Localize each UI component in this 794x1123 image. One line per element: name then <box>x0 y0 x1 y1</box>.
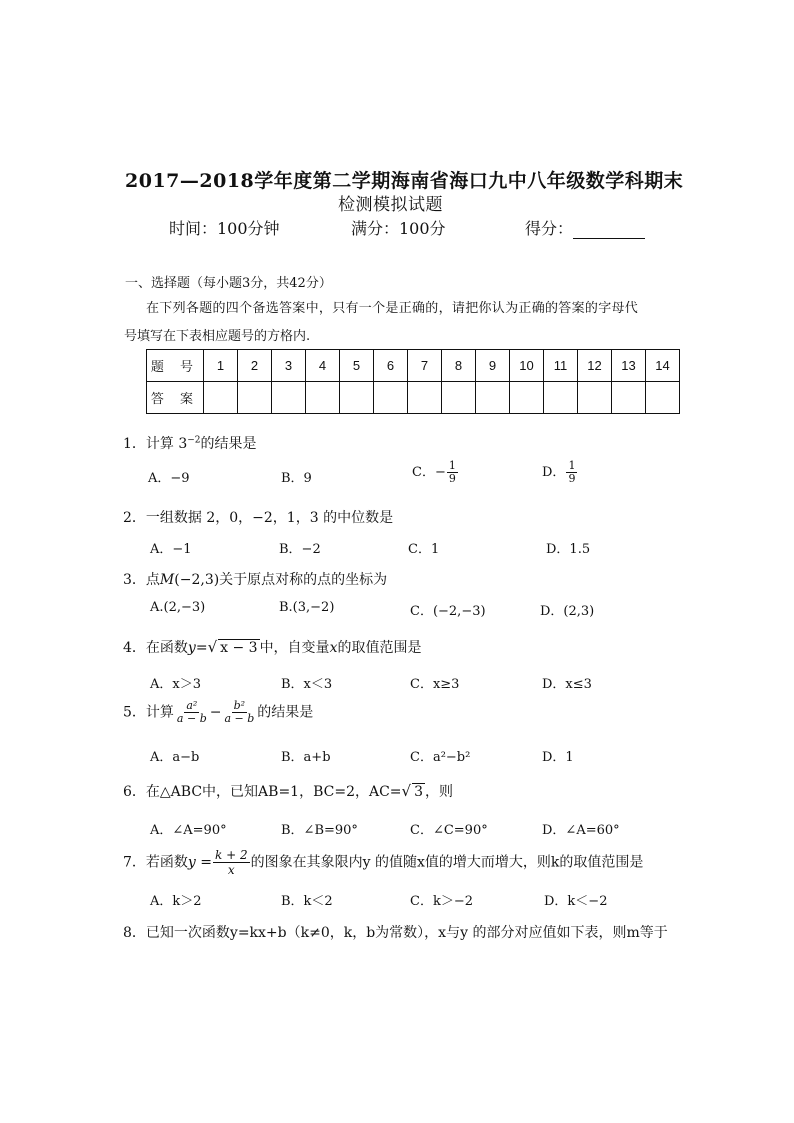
q4-function: y= <box>187 640 208 656</box>
question-8: 8．已知一次函数y=kx+b（k≠0，k，b为常数），x与y 的部分对应值如下表，则m等于 <box>123 925 668 941</box>
q4-suffix: 的取值范围是 <box>337 640 422 656</box>
q7-option-c[interactable]: C．k＞−2 <box>410 894 473 909</box>
numerator: a² <box>186 699 198 712</box>
q4-prefix: 4．在函数 <box>123 640 188 656</box>
question-6: 6．在△ABC中，已知AB=1，BC=2，AC=√ 3 ，则 <box>123 782 454 800</box>
q1-suffix: 的结果是 <box>200 436 257 452</box>
answer-cell[interactable] <box>272 382 306 414</box>
denominator: 9 <box>568 472 576 485</box>
score-field <box>525 216 645 239</box>
numerator: k + 2 <box>215 848 248 862</box>
q2-option-a[interactable]: A．−1 <box>150 542 192 557</box>
section-heading: 一、选择题（每小题3分，共42分） <box>125 276 332 291</box>
q5-option-a[interactable]: A．a−b <box>150 750 200 765</box>
answer-cell[interactable] <box>408 382 442 414</box>
score-label: 得分： <box>525 219 574 238</box>
question-number: 2 <box>238 350 272 382</box>
q2-option-b[interactable]: B．−2 <box>279 542 321 557</box>
q3-option-b[interactable]: B.(3,−2) <box>279 600 335 615</box>
q1-option-a[interactable]: A．−9 <box>148 471 190 486</box>
answer-cell[interactable] <box>238 382 272 414</box>
minus-sign: − <box>209 704 222 721</box>
denominator: 9 <box>448 472 456 485</box>
table-row <box>147 382 680 414</box>
fraction <box>222 700 256 725</box>
answer-table <box>146 349 680 414</box>
q6-radicand: 3 <box>414 784 424 800</box>
q1-option-b[interactable]: B．9 <box>281 471 312 486</box>
table-row <box>147 350 680 382</box>
question-1 <box>123 433 257 453</box>
answer-cell[interactable] <box>204 382 238 414</box>
instruction-line-2: 号填写在下表相应题号的方格内. <box>124 329 311 344</box>
question-number: 5 <box>340 350 374 382</box>
q7-option-b[interactable]: B．k＜2 <box>281 894 333 909</box>
row-label-number: 题 号 <box>147 350 204 382</box>
answer-cell[interactable] <box>510 382 544 414</box>
answer-cell[interactable] <box>612 382 646 414</box>
time-limit: 时间：100分钟 <box>169 219 280 238</box>
q5-prefix: 5．计算 <box>123 704 174 721</box>
q7-option-a[interactable]: A．k＞2 <box>150 894 202 909</box>
numerator: b² <box>233 699 246 712</box>
q4-middle: 中，自变量 <box>259 640 330 656</box>
q4-radicand: x − 3 <box>220 640 258 656</box>
q6-suffix: ，则 <box>425 784 454 800</box>
q5-option-d[interactable]: D．1 <box>542 750 574 765</box>
q3-option-d[interactable]: D．(2,3) <box>540 604 595 619</box>
q7-option-d[interactable]: D．k＜−2 <box>544 894 608 909</box>
q6-option-c[interactable]: C．∠C=90° <box>410 823 488 838</box>
score-blank[interactable] <box>573 224 645 239</box>
numerator: 1 <box>448 459 456 472</box>
question-number: 13 <box>612 350 646 382</box>
row-label-answer: 答 案 <box>147 382 204 414</box>
q4-variable: x <box>329 640 338 656</box>
q3-rest: (−2,3)关于原点对称的点的坐标为 <box>174 572 388 588</box>
answer-cell[interactable] <box>646 382 680 414</box>
question-5 <box>123 700 313 725</box>
fraction <box>213 848 250 877</box>
instruction-line-1: 在下列各题的四个备选答案中，只有一个是正确的，请把你认为正确的答案的字母代 <box>146 301 639 316</box>
q1-exponent: −2 <box>187 435 201 446</box>
q4-option-b[interactable]: B．x＜3 <box>281 677 333 692</box>
answer-cell[interactable] <box>374 382 408 414</box>
question-number: 6 <box>374 350 408 382</box>
answer-cell[interactable] <box>306 382 340 414</box>
question-number: 1 <box>204 350 238 382</box>
question-3 <box>123 569 387 589</box>
q3-variable: M <box>159 572 175 588</box>
q2-option-c[interactable]: C．1 <box>408 542 440 557</box>
question-7 <box>123 848 643 877</box>
q1-prefix: 1．计算 3 <box>123 436 188 452</box>
q1-option-d[interactable] <box>542 460 578 485</box>
q5-suffix: 的结果是 <box>257 704 314 721</box>
q6-option-b[interactable]: B．∠B=90° <box>281 823 358 838</box>
page-title: 2017—2018学年度第二学期海南省海口九中八年级数学科期末 <box>125 170 684 192</box>
answer-cell[interactable] <box>476 382 510 414</box>
question-number: 3 <box>272 350 306 382</box>
q3-option-a[interactable]: A.(2,−3) <box>150 600 206 615</box>
question-number: 4 <box>306 350 340 382</box>
q6-prefix: 6．在△ABC中，已知AB=1，BC=2，AC= <box>123 784 402 800</box>
question-number: 7 <box>408 350 442 382</box>
fraction <box>447 460 458 485</box>
denominator: a − b <box>224 712 255 725</box>
answer-cell[interactable] <box>340 382 374 414</box>
answer-cell[interactable] <box>578 382 612 414</box>
q6-option-d[interactable]: D．∠A=60° <box>542 823 620 838</box>
q1-d-label: D． <box>542 465 566 480</box>
answer-cell[interactable] <box>442 382 476 414</box>
answer-cell[interactable] <box>544 382 578 414</box>
full-score: 满分：100分 <box>351 219 446 238</box>
question-number: 9 <box>476 350 510 382</box>
page-subtitle: 检测模拟试题 <box>338 195 443 215</box>
fraction <box>566 460 577 485</box>
q6-option-a[interactable]: A．∠A=90° <box>150 823 227 838</box>
denominator: x <box>227 863 235 877</box>
q7-suffix: 的图象在其象限内y 的值随x值的增大而增大，则k的取值范围是 <box>250 854 644 871</box>
q5-option-c[interactable]: C．a²−b² <box>410 750 471 765</box>
q7-prefix: 7．若函数 <box>123 854 188 871</box>
q4-option-d[interactable]: D．x≤3 <box>542 677 592 692</box>
q3-prefix: 3．点 <box>123 572 160 588</box>
question-4: 4．在函数y=√ x − 3 中，自变量x的取值范围是 <box>123 638 422 656</box>
fraction <box>175 700 209 725</box>
q2-option-d[interactable]: D．1.5 <box>546 542 591 557</box>
q1-option-c[interactable] <box>412 460 459 485</box>
question-number: 11 <box>544 350 578 382</box>
q4-option-c[interactable]: C．x≥3 <box>410 677 460 692</box>
numerator: 1 <box>568 459 576 472</box>
question-number: 12 <box>578 350 612 382</box>
q7-function: y = <box>187 854 213 871</box>
q3-option-c[interactable]: C．(−2,−3) <box>410 604 486 619</box>
question-number: 10 <box>510 350 544 382</box>
question-number: 14 <box>646 350 680 382</box>
question-number: 8 <box>442 350 476 382</box>
q1-c-label: C．− <box>412 465 446 480</box>
denominator: a − b <box>176 712 207 725</box>
q5-option-b[interactable]: B．a+b <box>281 750 331 765</box>
question-2: 2．一组数据 2，0，−2，1，3 的中位数是 <box>123 510 394 526</box>
q4-option-a[interactable]: A．x＞3 <box>150 677 201 692</box>
